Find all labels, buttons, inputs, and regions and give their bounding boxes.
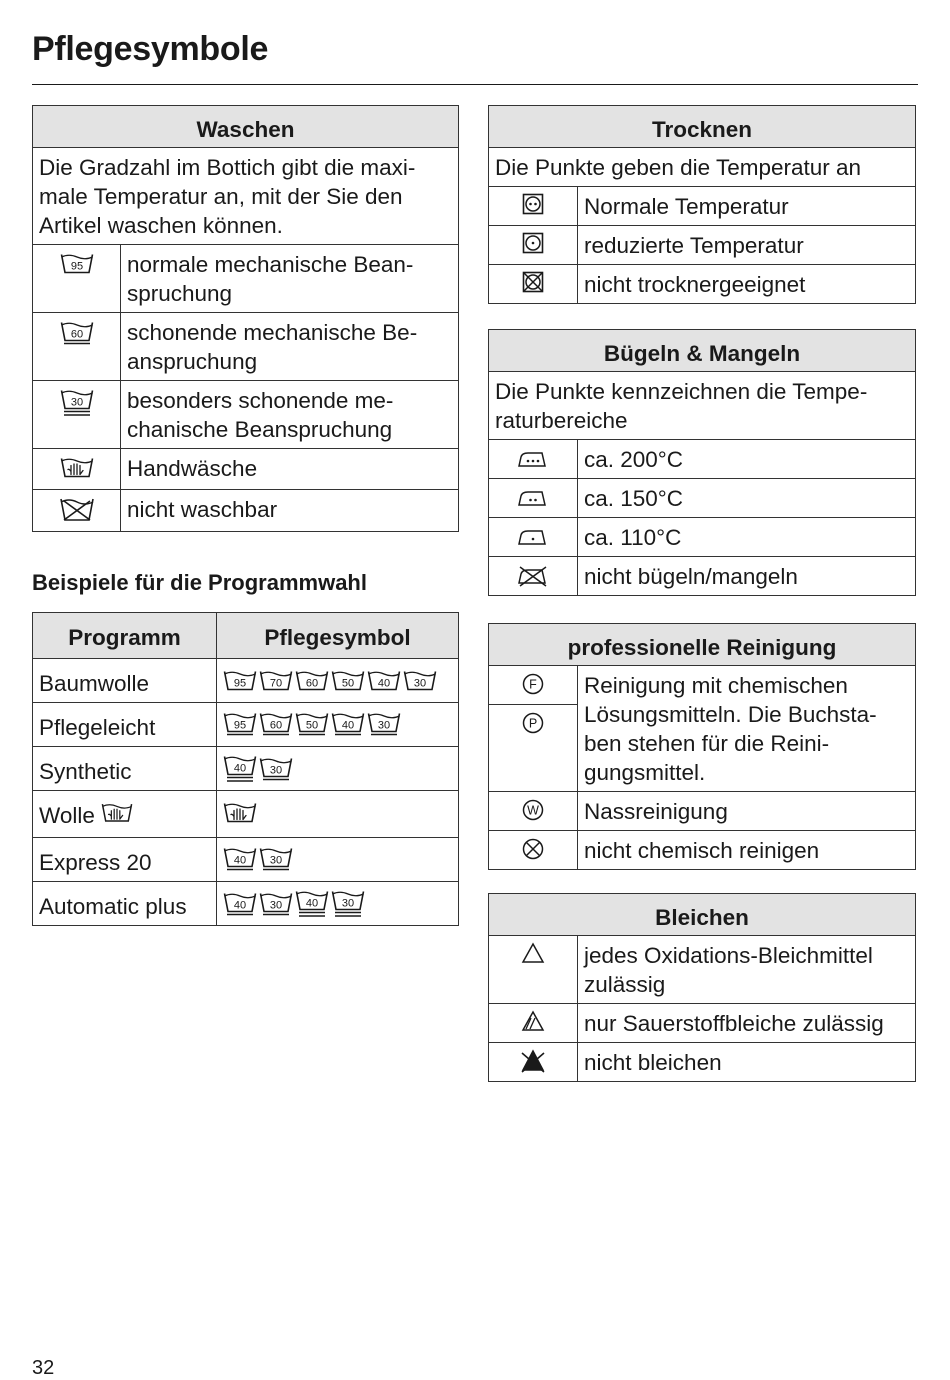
bleach-any-icon bbox=[489, 936, 578, 1004]
program-name: Express 20 bbox=[33, 838, 217, 882]
wash-tub-icon bbox=[259, 755, 293, 786]
reinigung-row-text: Nassreinigung bbox=[578, 792, 916, 831]
svg-text:60: 60 bbox=[305, 677, 319, 690]
wash-tub-icon bbox=[223, 890, 257, 921]
svg-text:95: 95 bbox=[233, 677, 247, 690]
iron-3-dots-icon bbox=[489, 440, 578, 479]
table-row bbox=[33, 791, 459, 838]
svg-text:70: 70 bbox=[269, 677, 283, 690]
do-not-dry-clean-icon bbox=[489, 831, 578, 870]
trocknen-row-text: reduzierte Temperatur bbox=[578, 226, 916, 265]
buegeln-table-block bbox=[488, 329, 916, 596]
program-name: Wolle bbox=[39, 803, 95, 828]
oxygen-bleach-only-icon bbox=[489, 1004, 578, 1043]
wash-tub-icon bbox=[331, 710, 365, 741]
reinigung-table-block bbox=[488, 623, 916, 870]
reinigung-header: professionelle Reinigung bbox=[489, 624, 916, 666]
wash-tub-icon bbox=[367, 710, 401, 741]
bleichen-table bbox=[488, 893, 916, 1082]
program-symbols bbox=[217, 659, 459, 703]
svg-text:30: 30 bbox=[70, 396, 83, 409]
bleichen-row-text: nur Sauerstoffbleiche zulässig bbox=[578, 1004, 916, 1043]
hand-wash-icon bbox=[33, 449, 121, 490]
table-row bbox=[33, 838, 459, 882]
svg-text:50: 50 bbox=[341, 677, 355, 690]
page-title: Pflegesymbole bbox=[32, 30, 269, 68]
program-symbols bbox=[217, 747, 459, 791]
svg-text:40: 40 bbox=[341, 719, 355, 732]
tumble-dry-low-icon bbox=[489, 226, 578, 265]
program-name: Synthetic bbox=[33, 747, 217, 791]
wash-60-gentle-icon bbox=[33, 313, 121, 381]
wash-tub-icon bbox=[223, 845, 257, 876]
program-symbols bbox=[217, 838, 459, 882]
buegeln-row-text: nicht bügeln/mangeln bbox=[578, 557, 916, 596]
buegeln-row-text: ca. 110°C bbox=[578, 518, 916, 557]
wash-tub-icon bbox=[331, 888, 365, 923]
wash-30-very-gentle-icon bbox=[33, 381, 121, 449]
col-header-pflegesymbol: Pflegesymbol bbox=[217, 613, 459, 659]
do-not-bleach-icon bbox=[489, 1043, 578, 1082]
waschen-intro: Die Gradzahl im Bottich gibt die maxi-male Temperatur an, mit der Sie den Artikel waschen können. bbox=[33, 148, 459, 245]
svg-text:40: 40 bbox=[305, 897, 319, 910]
program-name-cell bbox=[33, 791, 217, 838]
wash-tub-icon bbox=[259, 890, 293, 921]
wash-tub-icon bbox=[295, 888, 329, 923]
wet-clean-w-icon bbox=[489, 792, 578, 831]
waschen-row-text: normale mechanische Bean-spruchung bbox=[121, 245, 459, 313]
title-divider bbox=[32, 84, 918, 85]
svg-text:95: 95 bbox=[70, 260, 83, 273]
program-name: Automatic plus bbox=[33, 882, 217, 926]
dry-clean-f-icon bbox=[489, 666, 578, 705]
program-symbols bbox=[217, 882, 459, 926]
table-row bbox=[33, 659, 459, 703]
col-header-programm: Programm bbox=[33, 613, 217, 659]
buegeln-header: Bügeln & Mangeln bbox=[489, 330, 916, 372]
svg-text:60: 60 bbox=[269, 719, 283, 732]
wash-tub-icon bbox=[403, 668, 437, 695]
do-not-wash-icon bbox=[33, 490, 121, 532]
svg-text:30: 30 bbox=[413, 677, 427, 690]
wash-95-icon bbox=[33, 245, 121, 313]
trocknen-table-block bbox=[488, 105, 916, 304]
waschen-header: Waschen bbox=[33, 106, 459, 148]
bleichen-table-block bbox=[488, 893, 916, 1082]
svg-text:30: 30 bbox=[377, 719, 391, 732]
svg-text:95: 95 bbox=[233, 719, 247, 732]
wash-tub-icon bbox=[367, 668, 401, 695]
iron-2-dots-icon bbox=[489, 479, 578, 518]
waschen-table-block bbox=[32, 105, 459, 532]
wash-tub-icon bbox=[295, 668, 329, 695]
reinigung-table bbox=[488, 623, 916, 870]
buegeln-table bbox=[488, 329, 916, 596]
beispiele-table-block bbox=[32, 612, 459, 926]
do-not-iron-icon bbox=[489, 557, 578, 596]
bleichen-row-text: nicht bleichen bbox=[578, 1043, 916, 1082]
hand-wash-icon bbox=[223, 800, 257, 827]
reinigung-shared-text: Reinigung mit chemischen Lösungsmitteln. Die Buchsta-ben stehen für die Reini-gungsmittel. bbox=[578, 666, 916, 792]
trocknen-table bbox=[488, 105, 916, 304]
trocknen-row-text: Normale Temperatur bbox=[578, 187, 916, 226]
svg-text:40: 40 bbox=[233, 899, 247, 912]
trocknen-header: Trocknen bbox=[489, 106, 916, 148]
svg-text:40: 40 bbox=[233, 854, 247, 867]
svg-text:W: W bbox=[527, 803, 539, 818]
beispiele-table bbox=[32, 612, 459, 926]
reinigung-row-text: nicht chemisch reinigen bbox=[578, 831, 916, 870]
wash-tub-icon bbox=[223, 710, 257, 741]
tumble-dry-normal-icon bbox=[489, 187, 578, 226]
svg-text:60: 60 bbox=[70, 328, 83, 341]
waschen-row-text: Handwäsche bbox=[121, 449, 459, 490]
wash-tub-icon bbox=[331, 668, 365, 695]
wash-tub-icon bbox=[295, 710, 329, 741]
trocknen-intro: Die Punkte geben die Temperatur an bbox=[489, 148, 916, 187]
table-row bbox=[33, 703, 459, 747]
program-name: Pflegeleicht bbox=[33, 703, 217, 747]
svg-text:30: 30 bbox=[341, 897, 355, 910]
svg-text:F: F bbox=[529, 677, 537, 692]
waschen-row-text: besonders schonende me-chanische Beanspruchung bbox=[121, 381, 459, 449]
table-row bbox=[33, 747, 459, 791]
program-symbols bbox=[217, 791, 459, 838]
bleichen-row-text: jedes Oxidations-Bleichmittel zulässig bbox=[578, 936, 916, 1004]
bleichen-header: Bleichen bbox=[489, 894, 916, 936]
wash-tub-icon bbox=[223, 668, 257, 695]
program-name: Baumwolle bbox=[33, 659, 217, 703]
svg-text:30: 30 bbox=[269, 764, 283, 777]
svg-text:30: 30 bbox=[269, 854, 283, 867]
svg-text:40: 40 bbox=[233, 762, 247, 775]
beispiele-title: Beispiele für die Programmwahl bbox=[32, 570, 367, 595]
svg-text:P: P bbox=[528, 716, 538, 731]
table-row bbox=[33, 882, 459, 926]
iron-1-dot-icon bbox=[489, 518, 578, 557]
waschen-row-text: schonende mechanische Be-anspruchung bbox=[121, 313, 459, 381]
wash-tub-icon bbox=[259, 845, 293, 876]
page-number: 32 bbox=[32, 1357, 55, 1379]
svg-text:30: 30 bbox=[269, 899, 283, 912]
waschen-row-text: nicht waschbar bbox=[121, 490, 459, 532]
waschen-table bbox=[32, 105, 459, 532]
dry-clean-p-icon bbox=[489, 704, 578, 791]
program-symbols bbox=[217, 703, 459, 747]
buegeln-intro: Die Punkte kennzeichnen die Tempe-raturbereiche bbox=[489, 372, 916, 440]
buegeln-row-text: ca. 200°C bbox=[578, 440, 916, 479]
do-not-tumble-dry-icon bbox=[489, 265, 578, 304]
svg-text:40: 40 bbox=[377, 677, 391, 690]
wash-tub-icon bbox=[259, 668, 293, 695]
buegeln-row-text: ca. 150°C bbox=[578, 479, 916, 518]
wash-tub-icon bbox=[259, 710, 293, 741]
wash-tub-icon bbox=[223, 753, 257, 788]
svg-text:50: 50 bbox=[305, 719, 319, 732]
hand-wash-icon bbox=[101, 801, 133, 833]
trocknen-row-text: nicht trocknergeeignet bbox=[578, 265, 916, 304]
